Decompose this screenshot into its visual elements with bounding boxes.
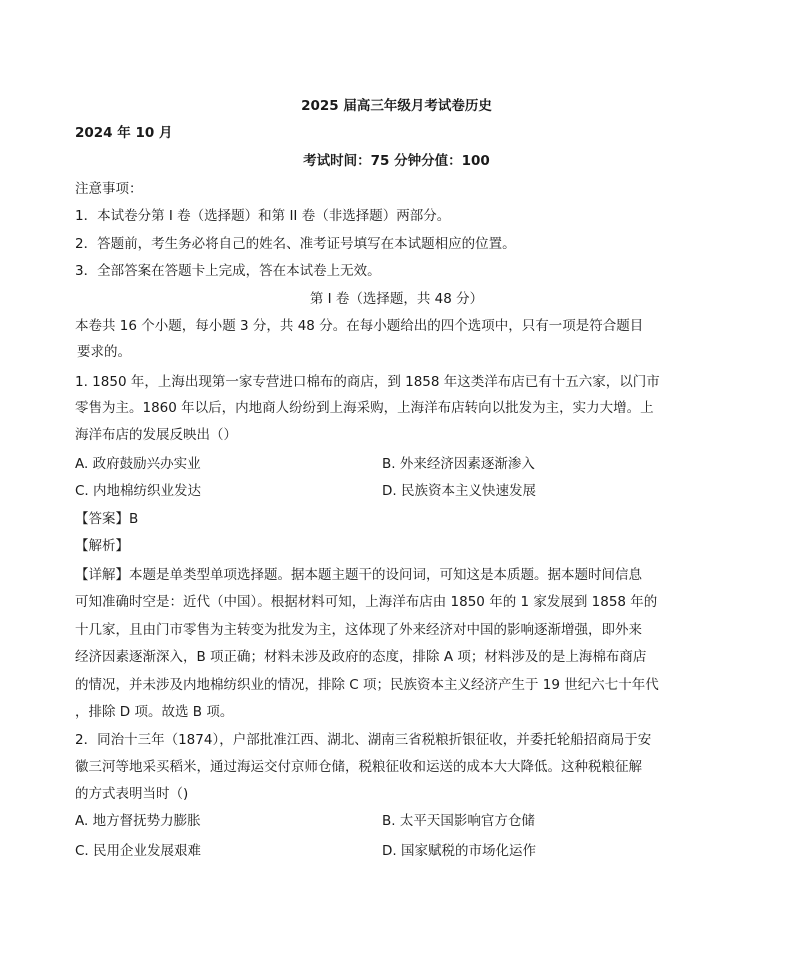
detail-line: 的情况，并未涉及内地棉纺织业的情况，排除 C 项；民族资本主义经济产生于 19 世纪六七十年代 (75, 677, 659, 693)
option-a: A. 政府鼓励兴办实业 (75, 456, 201, 472)
detail-line: ，排除 D 项。故选 B 项。 (75, 704, 234, 720)
exam-time-score: 考试时间：75 分钟分值：100 (303, 153, 490, 169)
section-intro: 本卷共 16 个小题，每小题 3 分，共 48 分。在每小题给出的四个选项中，只有一项是符合题目 (75, 318, 644, 334)
notes-heading: 注意事项： (75, 181, 143, 197)
question-stem: 2．同治十三年（1874），户部批准江西、湖北、湖南三省税粮折银征收，并委托轮船招商局于安 (75, 732, 652, 748)
question-stem: 零售为主。1860 年以后，内地商人纷纷到上海采购，上海洋布店转向以批发为主，实力大增。上 (75, 400, 654, 416)
notes-item: 1．本试卷分第 I 卷（选择题）和第 II 卷（非选择题）两部分。 (75, 208, 451, 224)
option-c: C. 内地棉纺织业发达 (75, 483, 202, 499)
question-stem: 徽三河等地采买稻米，通过海运交付京师仓储，税粮征收和运送的成本大大降低。这种税粮征解 (75, 759, 642, 775)
option-c: C. 民用企业发展艰难 (75, 843, 202, 859)
detail-line: 可知准确时空是：近代（中国）。根据材料可知，上海洋布店由 1850 年的 1 家发展到 1858 年的 (75, 594, 658, 610)
option-b: B. 太平天国影响官方仓储 (382, 813, 535, 829)
question-stem: 的方式表明当时（) (75, 786, 189, 802)
option-a: A. 地方督抚势力膨胀 (75, 813, 201, 829)
option-b: B. 外来经济因素逐渐渗入 (382, 456, 535, 472)
detail-line: 十几家，且由门市零售为主转变为批发为主，这体现了外来经济对中国的影响逐渐增强，即外来 (75, 622, 642, 638)
option-d: D. 民族资本主义快速发展 (382, 483, 536, 499)
analysis-label: 【解析】 (75, 538, 129, 554)
notes-item: 3．全部答案在答题卡上完成，答在本试卷上无效。 (75, 263, 381, 279)
section-intro: 要求的。 (77, 344, 131, 360)
option-d: D. 国家赋税的市场化运作 (382, 843, 536, 859)
exam-title: 2025 届高三年级月考试卷历史 (301, 98, 492, 114)
answer-label: 【答案】B (75, 511, 139, 527)
detail-line: 【详解】本题是单类型单项选择题。据本题主题干的设问词，可知这是本质题。据本题时间信息 (75, 567, 642, 583)
exam-date: 2024 年 10 月 (75, 125, 173, 141)
detail-line: 经济因素逐渐深入，B 项正确；材料未涉及政府的态度，排除 A 项；材料涉及的是上海棉布商店 (75, 649, 647, 665)
question-stem: 1. 1850 年，上海出现第一家专营进口棉布的商店，到 1858 年这类洋布店已有十五六家，以门市 (75, 374, 660, 390)
question-stem: 海洋布店的发展反映出（） (75, 427, 237, 443)
section-title: 第 I 卷（选择题，共 48 分） (309, 291, 484, 307)
notes-item: 2．答题前，考生务必将自己的姓名、准考证号填写在本试题相应的位置。 (75, 236, 516, 252)
